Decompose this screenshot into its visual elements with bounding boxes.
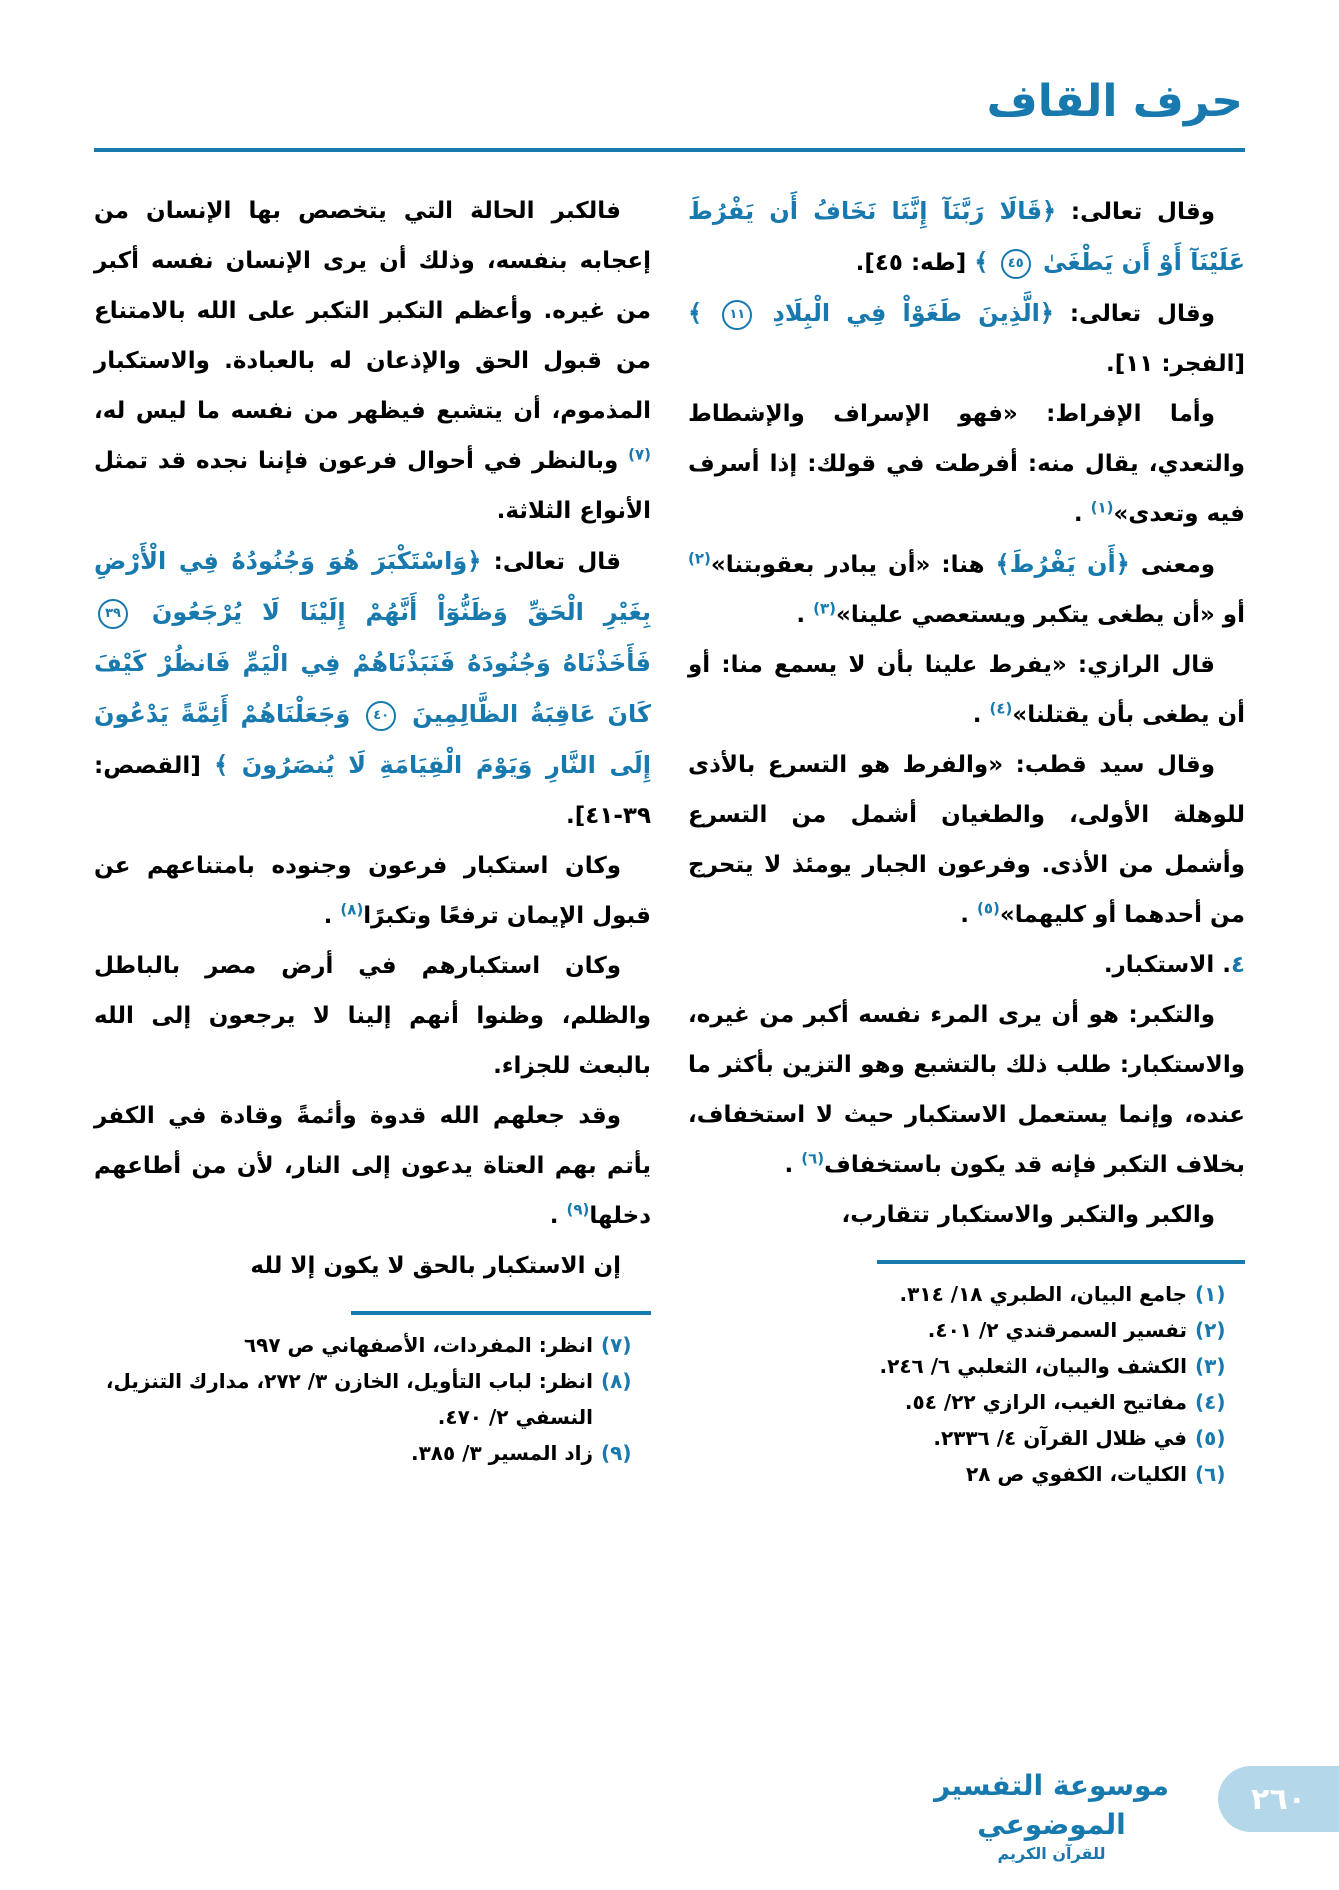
page-number: ٢٦٠: [1251, 1781, 1306, 1817]
footnote-item: [688, 1348, 1245, 1384]
column-left: [94, 186, 651, 1471]
paragraph: [688, 990, 1245, 1190]
quran-verse: ﴿قَالَا رَبَّنَآ إِنَّنَا نَخَافُ أَن يَفْرُطَ عَلَيْنَآ أَوْ أَن يَطْغَىٰ: [688, 197, 1245, 276]
text-run: وكان استكبار فرعون وجنوده بامتناعهم عن قبول الإيمان ترفعًا وتكبرًا: [94, 853, 651, 929]
footnote-item: [688, 1420, 1245, 1456]
paragraph: [94, 841, 651, 941]
footnote-item: [688, 1276, 1245, 1312]
footnote-item: [94, 1363, 651, 1435]
footnote-marker: (٤): [1195, 1390, 1226, 1414]
text-run: إن الاستكبار بالحق لا يكون إلا لله: [250, 1253, 621, 1279]
quran-verse: ﴾: [688, 299, 719, 327]
quran-verse: ﴿أَن يَفْرُطَ﴾: [995, 550, 1130, 578]
footnote-marker: (٩): [601, 1441, 632, 1465]
ayah-number-medallion: ٣٩: [98, 599, 128, 629]
footnote-text: الكليات، الكفوي ص ٢٨: [965, 1462, 1187, 1486]
footnote-marker: (١): [1195, 1282, 1226, 1306]
text-run: .: [784, 1152, 802, 1178]
text-run: .: [323, 903, 341, 929]
text-run: .: [1073, 501, 1091, 527]
footnote-marker: (٣): [1195, 1354, 1226, 1378]
text-run: [القصص: ٣٩-٤١].: [94, 753, 651, 829]
logo-title: موسوعة التفسير الموضوعي: [934, 1769, 1169, 1842]
footnote-ref: (٢): [688, 549, 711, 568]
quran-verse: ﴿الَّذِينَ طَغَوْاْ فِي الْبِلَادِ: [756, 299, 1054, 327]
footnote-text: انظر: المفردات، الأصفهاني ص ٦٩٧: [243, 1333, 593, 1357]
footnote-ref: (٨): [340, 900, 364, 919]
text-run: ومعنى: [1129, 552, 1215, 578]
text-run: قال تعالى:: [481, 549, 621, 575]
text-run: [طه: ٤٥].: [855, 250, 975, 276]
paragraph: [94, 941, 651, 1091]
footnote-ref: (٩): [566, 1200, 590, 1219]
header-rule: [94, 148, 1245, 152]
footnote-text: الكشف والبيان، الثعلبي ٦/ ٢٤٦.: [879, 1354, 1187, 1378]
text-run: وقال سيد قطب: «والفرط هو التسرع بالأذى للوهلة الأولى، والطغيان أشمل من التسرع وأشمل من الأذى. وفرعون الجبار يومئذ لا يتحرج من أحدهما أو كليهما»: [688, 752, 1245, 928]
footnotes: [94, 1311, 651, 1471]
paragraph: [94, 1091, 651, 1241]
ayah-number-medallion: ٤٠: [366, 701, 396, 731]
publisher-logo: [919, 1766, 1184, 1864]
footnote-item: [688, 1384, 1245, 1420]
column-right: [688, 186, 1245, 1492]
text-run: .: [972, 702, 990, 728]
footnote-item: [94, 1327, 651, 1363]
chapter-title: حرف القاف: [986, 76, 1243, 127]
footnote-text: تفسير السمرقندي ٢/ ٤٠١.: [927, 1318, 1187, 1342]
logo-subtitle: للقرآن الكريم: [997, 1844, 1106, 1864]
text-run: والتكبر: هو أن يرى المرء نفسه أكبر من غيره، والاستكبار: طلب ذلك بالتشبع وهو التزين بأكثر ما عنده، وإنما يستعمل الاستكبار حيث لا استخفاف، بخلاف التكبر فإنه قد يكون باستخفاف: [688, 1002, 1245, 1178]
paragraph: [688, 1190, 1245, 1240]
paragraph: [688, 539, 1245, 640]
footnote-item: [688, 1312, 1245, 1348]
paragraph: [688, 288, 1245, 389]
text-run: والكبر والتكبر والاستكبار تتقارب،: [841, 1202, 1215, 1228]
quran-verse: فَأَخَذْنَاهُ وَجُنُودَهُ فَنَبَذْنَاهُمْ فِي الْيَمِّ فَانظُرْ كَيْفَ كَانَ عَاقِبَةُ الظَّالِمِينَ: [94, 649, 651, 728]
footnote-ref: (٦): [801, 1149, 825, 1168]
paragraph: [688, 186, 1245, 288]
ayah-number-medallion: ١١: [722, 300, 752, 330]
text-run: هنا: «أن يبادر بعقوبتنا»: [710, 552, 996, 578]
footnote-text: في ظلال القرآن ٤/ ٢٣٣٦.: [933, 1426, 1187, 1450]
paragraph: [688, 640, 1245, 740]
text-run: وقال تعالى:: [1053, 301, 1216, 327]
paragraph: [94, 1241, 651, 1291]
text-run: وأما الإفراط: «فهو الإسراف والإشطاط والتعدي، يقال منه: أفرطت في قولك: إذا أسرف فيه وتعدى»: [688, 401, 1245, 527]
footnotes: [688, 1260, 1245, 1492]
footnote-ref: (٥): [976, 899, 1000, 918]
text-run: وكان استكبارهم في أرض مصر بالباطل والظلم، وظنوا أنهم إلينا لا يرجعون إلى الله بالبعث للجزاء.: [94, 953, 651, 1079]
section-number: ٤: [1230, 952, 1245, 978]
quran-verse: وَجَعَلْنَاهُمْ أَئِمَّةً يَدْعُونَ إِلَى النَّارِ وَيَوْمَ الْقِيَامَةِ لَا يُنصَرُونَ ﴾: [94, 700, 651, 779]
text-run: [الفجر: ١١].: [1105, 351, 1245, 377]
footnote-marker: (٥): [1195, 1426, 1226, 1450]
text-run: .: [549, 1203, 567, 1229]
ayah-number-medallion: ٤٥: [1001, 249, 1031, 279]
text-run: وقد جعلهم الله قدوة وأئمةً وقادة في الكفر يأتم بهم العتاة يدعون إلى النار، لأن من أطاعهم دخلها: [94, 1103, 651, 1229]
footnote-marker: (٢): [1195, 1318, 1226, 1342]
footnote-ref: (١): [1090, 498, 1114, 517]
paragraph: [94, 186, 651, 536]
paragraph: [94, 536, 651, 841]
footnote-text: زاد المسير ٣/ ٣٨٥.: [410, 1441, 593, 1465]
text-run: وبالنظر في أحوال فرعون فإننا نجده قد تمثل الأنواع الثلاثة.: [94, 448, 651, 524]
text-run: .: [796, 602, 814, 628]
footnote-marker: (٧): [601, 1333, 632, 1357]
footnote-ref: (٤): [989, 699, 1013, 718]
footnote-ref: (٣): [813, 599, 836, 618]
page-number-badge: [1218, 1766, 1339, 1832]
section-heading: [688, 940, 1245, 990]
footnote-text: مفاتيح الغيب، الرازي ٢٢/ ٥٤.: [904, 1390, 1187, 1414]
footnote-marker: (٦): [1195, 1462, 1226, 1486]
quran-verse: ﴿وَاسْتَكْبَرَ هُوَ وَجُنُودُهُ فِي الْأَرْضِ بِغَيْرِ الْحَقِّ وَظَنُّوٓاْ أَنَّهُمْ إِلَيْنَا لَا يُرْجَعُونَ: [94, 547, 651, 626]
footnote-item: [688, 1456, 1245, 1492]
footnote-ref: (٧): [628, 445, 651, 464]
text-run: . الاستكبار.: [1103, 952, 1231, 978]
text-run: أو «أن يطغى يتكبر ويستعصي علينا»: [836, 602, 1245, 628]
text-run: فالكبر الحالة التي يتخصص بها الإنسان من إعجابه بنفسه، وذلك أن يرى الإنسان نفسه أكبر من غيره. وأعظم التكبر التكبر على الله بالامتناع من قبول الحق والإذعان له بالعبادة. والاستكبار المذموم، أن يتشبع فيظهر من نفسه ما ليس له،: [94, 198, 651, 424]
footnote-separator: [877, 1260, 1245, 1264]
paragraph: [688, 389, 1245, 539]
text-run: .: [960, 902, 977, 928]
footnote-text: انظر: لباب التأويل، الخازن ٣/ ٢٧٢، مدارك التنزيل، النسفي ٢/ ٤٧٠.: [105, 1369, 593, 1429]
text-run: قال الرازي: «يفرط علينا بأن لا يسمع منا: أو أن يطغى بأن يقتلنا»: [688, 652, 1245, 728]
paragraph: [688, 740, 1245, 940]
text-run: وقال تعالى:: [1056, 199, 1216, 225]
footnote-separator: [351, 1311, 651, 1315]
footnote-marker: (٨): [601, 1369, 632, 1393]
footnote-item: [94, 1435, 651, 1471]
footnote-text: جامع البيان، الطبري ١٨/ ٣١٤.: [899, 1282, 1187, 1306]
quran-verse: ﴾: [974, 248, 997, 276]
